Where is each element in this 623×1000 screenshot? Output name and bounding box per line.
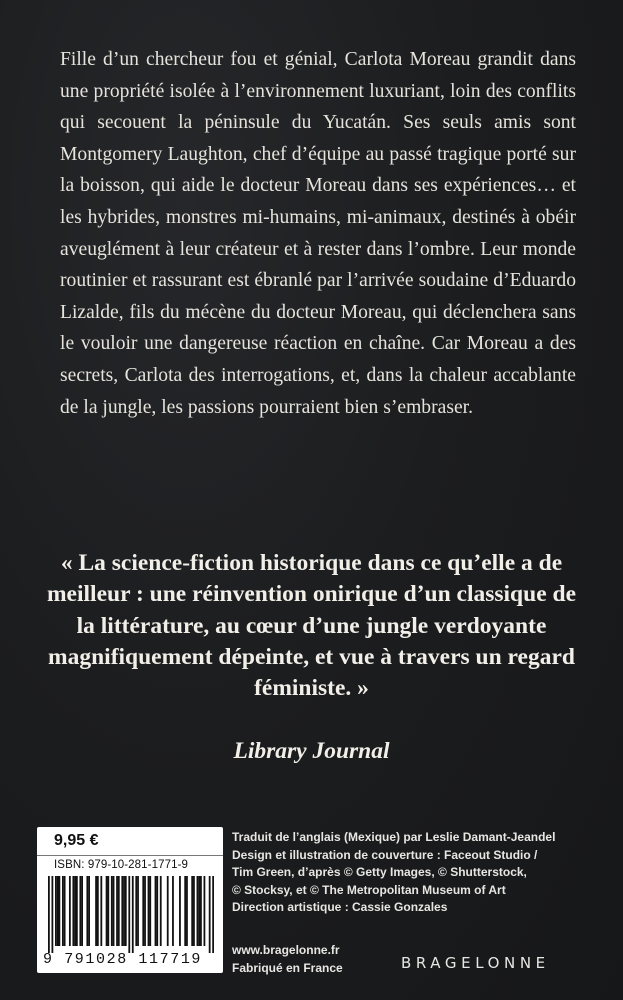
barcode-bar [55,876,57,946]
barcode-bar [125,876,127,946]
barcode-bar [86,876,88,946]
barcode-digits: 9 791028 117719 [43,951,203,968]
barcode-bar [155,876,157,946]
credit-art-direction: Direction artistique : Cassie Gonzales [232,900,448,915]
barcode-bar [123,876,125,946]
barcode-bar [148,876,150,946]
barcode-bar [172,876,174,946]
barcode-bar [179,876,181,946]
barcode-bar [160,876,162,946]
barcode-bar [111,876,113,946]
barcode-bar [69,876,71,946]
credit-design-line-3: © Stocksy, et © The Metropolitan Museum of Art [232,882,506,897]
barcode-bar [48,876,50,953]
barcode-bar [142,876,144,946]
made-in: Fabriqué en France [232,960,343,975]
barcode-bar [57,876,59,946]
barcode-bar [137,876,139,946]
barcode-bar [97,876,99,946]
review-quote: « La science-fiction historique dans ce qu’elle a de meilleur : une réinvention onirique d’un classique de la littérature, au cœur d’une jungle verdoyante magnifiquement dépeinte, et vue à travers un regard féministe. » [46,550,576,702]
barcode-bar [198,876,200,946]
publisher-logo: BRAGELONNE [401,954,550,972]
credits [232,829,602,917]
publisher-info [232,942,343,977]
barcode-bar [95,876,97,946]
credit-translation: Traduit de l’anglais (Mexique) par Leslie Damant-Jeandel [232,830,556,844]
barcode-bar [58,876,60,946]
price: 9,95 € [54,832,99,849]
barcode-bar [64,876,66,946]
barcode-bar [81,876,83,946]
barcode-bar [149,876,151,946]
review-source: Library Journal [233,738,390,764]
barcode-bar [186,876,188,946]
barcode-bar [212,876,214,953]
isbn: ISBN: 979-10-281-1771-9 [54,859,188,871]
barcode-icon [48,876,214,953]
credit-design-line-2: Tim Green, d’après © Getty Images, © Shutterstock, [232,865,527,880]
barcode-bar [100,876,102,946]
barcode-bar [121,876,123,946]
barcode-bar [116,876,118,946]
barcode-bar [191,876,193,946]
barcode-bar [200,876,202,946]
website: www.bragelonne.fr [232,943,340,957]
label-divider [37,855,223,856]
barcode-bar [106,876,108,946]
barcode-bar [62,876,64,946]
blurb-text: Fille d’un chercheur fou et génial, Carlota Moreau grandit dans une propriété isolée à l’environnement luxuriant, loin des conflits qui secouent la péninsule du Yucatán. Ses seuls amis sont Montgomery Laughton, chef d’équipe au passé tragique porté sur la boisson, qui aide le docteur Moreau dans ses expériences… et les hybrides, monstres mi-humains, mi-animaux, destinés à obéir aveuglément à leur créateur et à rester dans l’ombre. Leur monde routinier et rassurant est ébranlé par l’arrivée soudaine d’Eduardo Lizalde, fils du mécène du docteur Moreau, qui déclenchera sans le vouloir une dangereuse réaction en chaîne. Car Moreau a des secrets, Carlota des interrogations, et, dans la chaleur accablante de la jungle, les passions pourraient bien s’embraser. [60,49,576,418]
barcode-bar [107,876,109,946]
barcode-bar [76,876,78,946]
barcode-bar [135,876,137,946]
barcode-bar [184,876,186,946]
barcode-bar [72,876,74,946]
barcode-bar [197,876,199,946]
barcode-bar [128,876,130,953]
barcode-bar [193,876,195,946]
barcode-bar [132,876,134,953]
barcode-bar [167,876,169,946]
barcode-bar [204,876,206,946]
barcode-bar [88,876,90,946]
barcode-bar [144,876,146,946]
barcode-bar [156,876,158,946]
barcode-bar [209,876,211,953]
barcode-bar [113,876,115,946]
barcode-bar [79,876,81,946]
barcode-bar [51,876,53,953]
credit-design-line-1: Design et illustration de couverture : Faceout Studio / [232,847,538,862]
barcode-bar [118,876,120,946]
barcode-bar [74,876,76,946]
